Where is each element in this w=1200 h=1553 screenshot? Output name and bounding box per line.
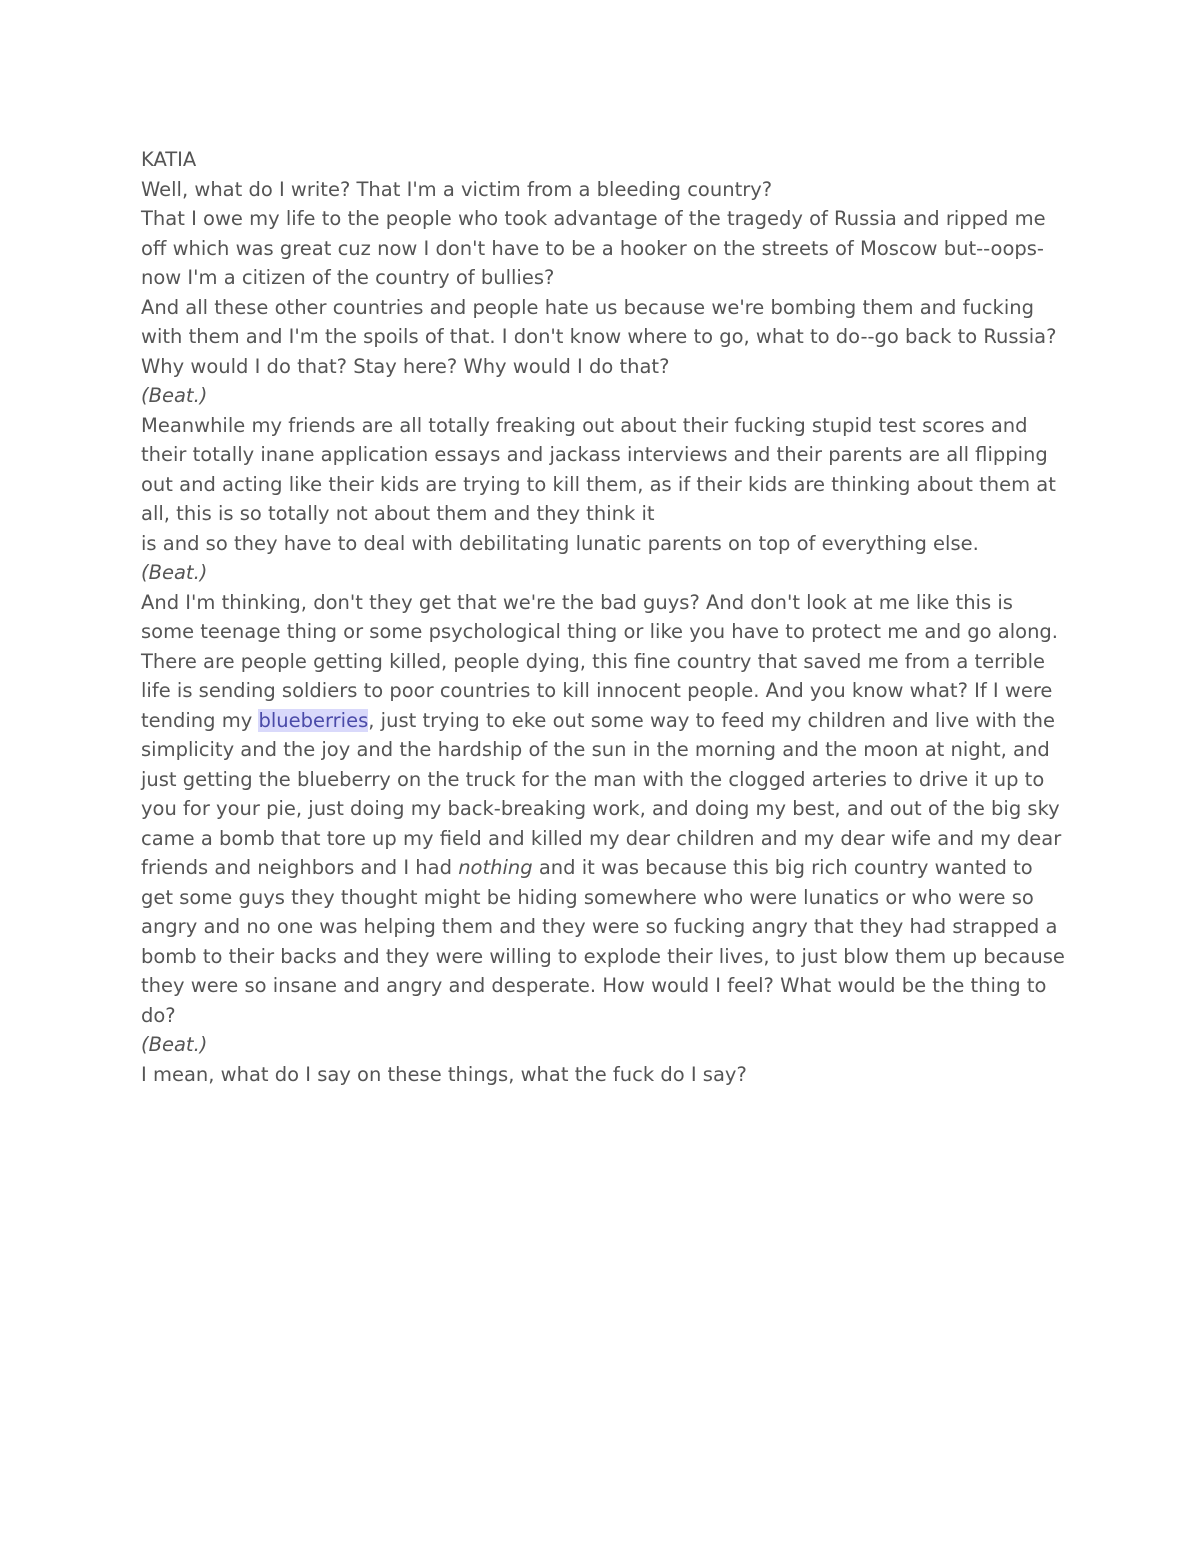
highlighted-word[interactable]: blueberries	[258, 708, 369, 732]
dialogue-line: And all these other countries and people hate us because we're bombing them and fucking with them and I'm the spoils of that. I don't know where to go, what to do--go back to Russia? Why would I do that? Stay here? Why would I do that?	[141, 295, 1057, 378]
script-body	[141, 145, 1066, 1089]
stage-direction-beat: (Beat.)	[141, 561, 208, 584]
stage-direction-beat: (Beat.)	[141, 1033, 208, 1056]
dialogue-line: Meanwhile my friends are all totally freaking out about their fucking stupid test scores and their totally inane application essays and jackass interviews and their parents are all flipping out and acting like their kids are trying to kill them, as if their kids are thinking about them at all, this is so totally not about them and they think it	[141, 413, 1056, 525]
emphasized-word: nothing	[458, 856, 533, 879]
dialogue-line: is and so they have to deal with debilitating lunatic parents on top of everything else.	[141, 531, 979, 555]
paragraph-text: And I'm thinking, don't they get that we're the bad guys? And don't look at me like this is some teenage thing or some psychological thing or like you have to protect me and go along. There are people getting killed, people dying, this fine country that saved me from a terrible life is sending soldiers to poor countries to kill innocent people. And you know what? If I were tending my	[141, 590, 1059, 732]
stage-direction-beat: (Beat.)	[141, 384, 208, 407]
paragraph-text: and it was because this big rich country wanted to get some guys they thought might be hiding somewhere who were lunatics or who were so angry and no one was helping them and they were so fucking angry that they had strapped a bomb to their backs and they were willing to explode their lives, to just blow them up because they were so insane and angry and desperate. How would I feel? What would be the thing to do?	[141, 856, 1065, 1027]
dialogue-line: That I owe my life to the people who took advantage of the tragedy of Russia and ripped me off which was great cuz now I don't have to be a hooker on the streets of Moscow but--oops-now I'm a citizen of the country of bullies?	[141, 207, 1046, 289]
paragraph-text: , just trying to eke out some way to feed my children and live with the simplicity and the joy and the hardship of the sun in the morning and the moon at night, and just getting the blueberry on the truck for the man with the clogged arteries to drive it up to you for your pie, just doing my back-breaking work, and doing my best, and out of the big sky came a bomb that tore up my field and killed my dear children and my dear wife and my dear friends and neighbors and I had	[141, 708, 1062, 879]
dialogue-line: Well, what do I write? That I'm a victim from a bleeding country?	[141, 177, 773, 201]
dialogue-paragraph	[141, 588, 1066, 1031]
speaker-name: KATIA	[141, 148, 197, 171]
dialogue-line: I mean, what do I say on these things, what the fuck do I say?	[141, 1062, 747, 1086]
